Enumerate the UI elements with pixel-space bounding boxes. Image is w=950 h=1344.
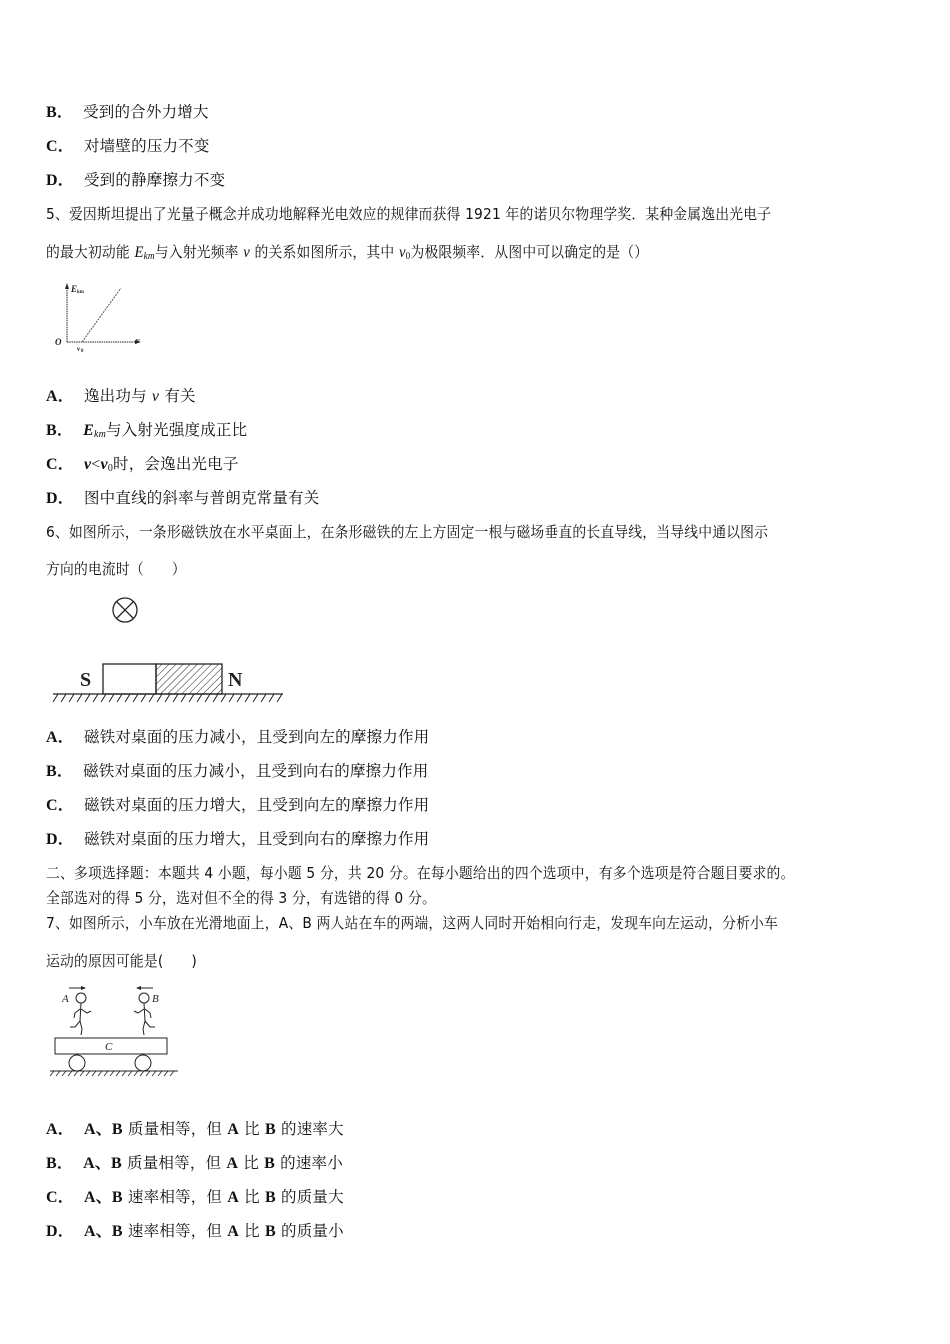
arrow-right-icon bbox=[81, 986, 86, 990]
q5-ekm-graph-figure bbox=[50, 280, 150, 355]
option-text: 受到的合外力增大 bbox=[83, 103, 209, 121]
q6-option-b: B． 磁铁对桌面的压力减小，且受到向右的摩擦力作用 bbox=[46, 762, 429, 780]
person-a-label: A bbox=[62, 993, 69, 1005]
q5-stem-line2: 的最大初动能 $E_{km}$与入射光频率 v 的关系如图所示，其中 v0为极限频率．从图中可以确定的是（） bbox=[46, 243, 649, 262]
q7-option-b: B． A、B 质量相等，但 A 比 B 的速率小 bbox=[46, 1154, 343, 1172]
option-letter: C． bbox=[46, 138, 74, 155]
x-axis-label: v bbox=[136, 336, 140, 345]
q6-option-c: C． 磁铁对桌面的压力增大，且受到向左的摩擦力作用 bbox=[46, 796, 430, 814]
q7-stem-line2: 运动的原因可能是( ) bbox=[46, 952, 197, 970]
q6-magnet-figure bbox=[48, 594, 288, 709]
option-letter: D． bbox=[46, 172, 74, 189]
north-pole-label: N bbox=[228, 669, 243, 691]
svg-text:km: km bbox=[77, 290, 84, 295]
q5-option-a: A． 逸出功与 v 有关 bbox=[46, 387, 196, 405]
y-axis-label: E bbox=[71, 284, 78, 294]
energy-symbol: E bbox=[134, 244, 144, 261]
origin-label: O bbox=[55, 337, 62, 347]
arrow-left-icon bbox=[136, 986, 141, 990]
south-pole-label: S bbox=[80, 669, 92, 691]
q7-stem-line1: 7、如图所示，小车放在光滑地面上，A、B 两人站在车的两端，这两人同时开始相向行走，发现车向左运动，分析小车 bbox=[46, 914, 779, 932]
v0-label: v bbox=[77, 345, 81, 353]
section2-instructions-line2: 全部选对的得 5 分，选对但不全的得 3 分，有选错的得 0 分。 bbox=[46, 889, 436, 907]
q6-option-a: A． 磁铁对桌面的压力减小，且受到向左的摩擦力作用 bbox=[46, 728, 430, 746]
person-a-figure bbox=[70, 993, 91, 1035]
q6-option-d: D． 磁铁对桌面的压力增大，且受到向右的摩擦力作用 bbox=[46, 830, 430, 848]
q7-option-d: D． A、B 速率相等，但 A 比 B 的质量小 bbox=[46, 1222, 344, 1240]
q7-option-a: A． A、B 质量相等，但 A 比 B 的速率大 bbox=[46, 1120, 344, 1138]
svg-text:0: 0 bbox=[81, 349, 84, 354]
q6-stem-line1: 6、如图所示，一条形磁铁放在水平桌面上，在条形磁铁的左上方固定一根与磁场垂直的长直导线，当导线中通以图示 bbox=[46, 523, 769, 541]
option-text: 对墙壁的压力不变 bbox=[83, 137, 210, 155]
q5-option-c: C． v<v0时，会逸出光电子 bbox=[46, 455, 239, 474]
q6-stem-line2: 方向的电流时（ ） bbox=[46, 560, 186, 578]
q5-option-b: B． $E_{km}$与入射光强度成正比 bbox=[46, 421, 248, 440]
q7-option-c: C． A、B 速率相等，但 A 比 B 的质量大 bbox=[46, 1188, 344, 1206]
section2-instructions-line1: 二、多项选择题：本题共 4 小题，每小题 5 分，共 20 分。在每小题给出的四个选项中，有多个选项是符合题目要求的。 bbox=[46, 864, 795, 882]
current-into-page-icon bbox=[113, 598, 137, 622]
cart-label: C bbox=[105, 1041, 113, 1053]
option-d-prev bbox=[46, 170, 225, 191]
q5-option-d: D． 图中直线的斜率与普朗克常量有关 bbox=[46, 489, 320, 507]
person-b-label: B bbox=[152, 993, 159, 1005]
option-text: 受到的静摩擦力不变 bbox=[83, 171, 226, 189]
q7-cart-figure bbox=[45, 983, 185, 1078]
option-c-prev bbox=[46, 136, 210, 157]
option-b-prev bbox=[46, 102, 209, 123]
option-letter: B． bbox=[46, 104, 74, 121]
q5-stem-line1: 5、爱因斯坦提出了光量子概念并成功地解释光电效应的规律而获得 1921 年的诺贝尔物理学奖．某种金属逸出光电子 bbox=[46, 205, 772, 223]
